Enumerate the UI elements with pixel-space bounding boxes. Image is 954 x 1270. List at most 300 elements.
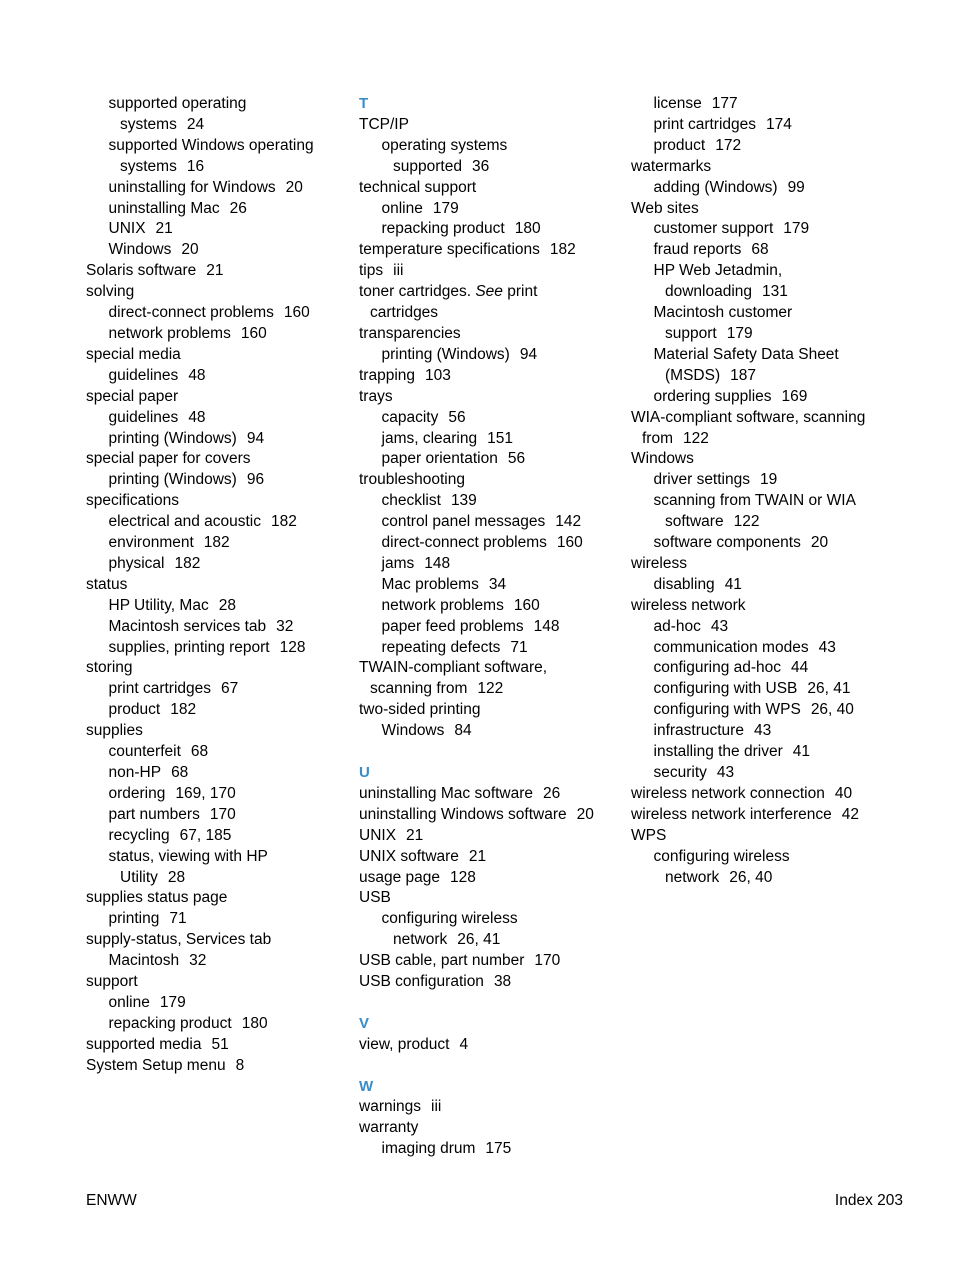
entry-term: supported media <box>86 1035 202 1053</box>
index-entry <box>86 512 346 533</box>
entry-page-number: 24 <box>186 115 205 133</box>
index-entry <box>86 178 346 199</box>
entry-term: UNIX <box>359 826 397 844</box>
index-entry <box>359 1118 621 1139</box>
index-entry <box>631 345 893 366</box>
entry-term: support <box>665 324 717 342</box>
entry-page-number: 128 <box>450 868 476 886</box>
index-entry <box>86 805 346 826</box>
index-entry <box>86 136 346 157</box>
index-column-2 <box>359 94 621 1160</box>
entry-term: communication modes <box>653 638 809 656</box>
index-entry <box>86 1014 346 1035</box>
entry-term: supplies status page <box>86 889 228 907</box>
index-entry <box>86 868 346 889</box>
entry-term: uninstalling Mac software <box>359 784 534 802</box>
entry-page-number: 139 <box>450 492 477 510</box>
index-entry <box>631 700 893 721</box>
entry-term: view, product <box>359 1035 450 1053</box>
entry-term: installing the driver <box>653 743 783 761</box>
index-entry <box>359 638 621 659</box>
entry-term: Windows <box>631 450 694 468</box>
index-entry <box>86 115 346 136</box>
entry-term: configuring wireless <box>653 847 790 865</box>
index-entry <box>359 721 621 742</box>
entry-term: wireless network interference <box>631 805 832 823</box>
entry-term: uninstalling Mac <box>108 199 220 217</box>
entry-term: infrastructure <box>653 722 744 740</box>
entry-page-number: 68 <box>190 743 209 761</box>
index-entry <box>359 868 621 889</box>
entry-term: warranty <box>359 1119 419 1137</box>
entry-term: network problems <box>381 596 504 614</box>
entry-page-number: 94 <box>246 429 265 447</box>
entry-term: repacking product <box>108 1014 232 1032</box>
entry-page-number: 41 <box>792 743 810 761</box>
entry-term: supported operating <box>108 95 247 112</box>
index-entry <box>86 784 346 805</box>
index-entry <box>86 1056 346 1077</box>
index-entry <box>359 324 621 345</box>
entry-page-number: 16 <box>186 157 205 175</box>
entry-term: warnings <box>359 1098 422 1116</box>
entry-term: UNIX software <box>359 847 459 865</box>
entry-page-number: 182 <box>170 701 197 719</box>
index-entry <box>86 282 346 303</box>
index-entry <box>86 240 346 261</box>
entry-term: Utility <box>120 868 158 886</box>
entry-page-number: 128 <box>279 638 306 656</box>
entry-term: USB <box>359 889 391 907</box>
entry-term: adding (Windows) <box>653 178 778 196</box>
index-entry <box>359 596 621 617</box>
entry-term: network <box>665 868 720 886</box>
entry-page-number: 148 <box>424 554 451 572</box>
entry-page-number: 179 <box>159 993 186 1011</box>
entry-term: product <box>653 136 706 154</box>
index-entry <box>86 429 346 450</box>
entry-page-number: 56 <box>507 450 526 468</box>
entry-term: printing (Windows) <box>108 471 237 489</box>
entry-term: technical support <box>359 178 477 196</box>
entry-term: specifications <box>86 492 180 510</box>
index-entry <box>631 449 893 470</box>
index-entry <box>359 240 621 261</box>
index-entry <box>359 930 621 951</box>
index-entry <box>359 449 621 470</box>
entry-term: special paper <box>86 387 179 405</box>
entry-page-number: 160 <box>513 596 540 614</box>
entry-page-number: 71 <box>169 910 187 928</box>
index-entry <box>86 763 346 784</box>
entry-page-number: 160 <box>556 534 583 552</box>
index-column-3 <box>631 94 893 888</box>
entry-term: transparencies <box>359 324 461 342</box>
entry-term: security <box>653 764 707 781</box>
entry-page-number: 8 <box>235 1056 245 1074</box>
entry-page-number: 48 <box>188 366 206 384</box>
entry-page-number: 174 <box>766 115 792 133</box>
entry-page-number: iii <box>431 1098 442 1116</box>
entry-term: jams, clearing <box>381 429 478 447</box>
index-entry <box>86 94 346 115</box>
entry-page-number: 26, 41 <box>457 931 501 949</box>
index-letter-heading: T <box>359 95 369 112</box>
entry-term: operating systems <box>381 136 508 154</box>
entry-term: trapping <box>359 366 416 384</box>
index-entry <box>86 700 346 721</box>
entry-term: usage page <box>359 868 441 886</box>
entry-page-number: 40 <box>834 784 853 802</box>
entry-page-number: iii <box>393 262 404 280</box>
entry-term: imaging drum <box>381 1140 476 1158</box>
entry-page-number: 26, 41 <box>807 680 851 698</box>
index-entry <box>359 575 621 596</box>
entry-page-number: 122 <box>733 513 760 531</box>
entry-page-number: 43 <box>818 638 836 656</box>
see-reference: See <box>475 283 503 301</box>
entry-page-number: 67, 185 <box>179 826 232 844</box>
index-entry <box>359 847 621 868</box>
entry-term: control panel messages <box>381 513 546 531</box>
entry-term: scanning from TWAIN or WIA <box>653 492 856 510</box>
entry-page-number: 21 <box>468 847 487 865</box>
entry-term: configuring wireless <box>381 910 518 928</box>
entry-term: TWAIN-compliant software, <box>359 659 548 677</box>
entry-page-number: 131 <box>762 283 788 301</box>
index-entry <box>359 1139 621 1160</box>
index-entry <box>359 679 621 700</box>
entry-term: Web sites <box>631 199 699 217</box>
entry-page-number: 36 <box>471 157 490 175</box>
entry-term: systems <box>120 115 177 133</box>
see-target: print <box>507 283 538 301</box>
entry-term: part numbers <box>108 805 200 823</box>
entry-term: non-HP <box>108 764 162 781</box>
entry-term: capacity <box>381 408 439 426</box>
entry-term: supplies, printing report <box>108 638 270 656</box>
index-entry <box>631 429 893 450</box>
entry-term: paper feed problems <box>381 617 524 635</box>
index-entry <box>631 638 893 659</box>
index-entry <box>359 617 621 638</box>
entry-term: Macintosh customer <box>653 304 793 322</box>
index-entry <box>359 178 621 199</box>
entry-page-number: 175 <box>485 1140 512 1158</box>
index-entry <box>86 826 346 847</box>
entry-page-number: 38 <box>493 973 512 991</box>
index-entry <box>359 658 621 679</box>
entry-page-number: 180 <box>514 220 541 238</box>
index-entry <box>86 324 346 345</box>
index-entry <box>631 721 893 742</box>
entry-page-number: 170 <box>534 952 561 970</box>
index-entry <box>631 470 893 491</box>
entry-term: downloading <box>665 283 753 301</box>
entry-term: from <box>642 429 673 447</box>
index-entry <box>359 219 621 240</box>
entry-term: WPS <box>631 826 667 844</box>
index-entry <box>86 951 346 972</box>
entry-term: troubleshooting <box>359 471 465 489</box>
index-entry <box>86 408 346 429</box>
entry-page-number: 187 <box>730 366 756 384</box>
entry-page-number: 20 <box>810 534 829 552</box>
entry-page-number: 169 <box>781 387 808 405</box>
index-entry <box>86 449 346 470</box>
index-entry <box>359 826 621 847</box>
index-entry <box>359 115 621 136</box>
index-entry <box>631 282 893 303</box>
entry-term: Mac problems <box>381 575 479 593</box>
entry-page-number: 28 <box>218 596 236 614</box>
index-entry <box>86 345 346 366</box>
index-entry <box>359 136 621 157</box>
index-entry <box>86 909 346 930</box>
index-entry <box>359 408 621 429</box>
index-entry <box>86 303 346 324</box>
index-entry <box>359 261 621 282</box>
index-entry <box>631 868 893 889</box>
entry-page-number: 28 <box>167 868 186 886</box>
entry-page-number: 160 <box>283 304 310 322</box>
index-entry <box>359 157 621 178</box>
entry-page-number: 169, 170 <box>175 784 236 802</box>
entry-term: wireless <box>631 554 687 572</box>
index-entry <box>359 387 621 408</box>
entry-term: uninstalling Windows software <box>359 805 567 823</box>
footer-right: Index 203 <box>834 1192 903 1209</box>
index-entry <box>86 491 346 512</box>
entry-page-number: 142 <box>555 513 582 531</box>
index-entry <box>631 491 893 512</box>
index-entry <box>631 219 893 240</box>
entry-term: wireless network connection <box>631 784 825 802</box>
index-entry <box>359 554 621 575</box>
index-entry <box>86 554 346 575</box>
entry-term: guidelines <box>108 366 179 384</box>
entry-page-number: 179 <box>432 199 459 217</box>
index-entry <box>631 617 893 638</box>
entry-page-number: 103 <box>425 366 451 384</box>
entry-page-number: 19 <box>759 471 778 489</box>
entry-page-number: 34 <box>488 575 507 593</box>
entry-page-number: 122 <box>683 429 709 447</box>
index-entry <box>86 930 346 951</box>
index-entry <box>631 366 893 387</box>
entry-term: environment <box>108 534 194 552</box>
entry-page-number: 160 <box>240 324 267 342</box>
entry-term: printing (Windows) <box>381 345 510 363</box>
entry-term: Macintosh services tab <box>108 617 267 635</box>
entry-page-number: 179 <box>783 220 810 238</box>
entry-page-number: 177 <box>711 95 738 112</box>
entry-term: Macintosh <box>108 952 180 970</box>
index-entry <box>359 909 621 930</box>
entry-term: jams <box>381 554 415 572</box>
entry-term: watermarks <box>631 157 712 175</box>
entry-page-number: 96 <box>246 471 265 489</box>
entry-page-number: 94 <box>519 345 538 363</box>
entry-term: status <box>86 575 128 593</box>
entry-term: direct-connect problems <box>108 304 274 322</box>
entry-term: Material Safety Data Sheet <box>653 345 839 363</box>
entry-term: cartridges <box>370 304 439 322</box>
entry-term: repeating defects <box>381 638 501 656</box>
index-entry <box>359 303 621 324</box>
entry-term: Solaris software <box>86 262 197 280</box>
index-entry <box>631 596 893 617</box>
entry-page-number: 32 <box>276 617 294 635</box>
entry-term: configuring ad-hoc <box>653 659 782 677</box>
entry-term: license <box>653 95 702 112</box>
entry-term: counterfeit <box>108 743 181 761</box>
index-entry <box>631 554 893 575</box>
entry-term: electrical and acoustic <box>108 513 261 531</box>
index-entry <box>86 219 346 240</box>
entry-term: repacking product <box>381 220 505 238</box>
entry-page-number: 170 <box>209 805 236 823</box>
section-gap <box>359 742 621 763</box>
entry-term: checklist <box>381 492 441 510</box>
entry-page-number: 26 <box>543 784 561 802</box>
entry-term: special paper for covers <box>86 450 251 468</box>
entry-term: UNIX <box>108 220 146 238</box>
entry-term: network problems <box>108 324 231 342</box>
entry-page-number: 172 <box>715 136 742 154</box>
index-letter-heading: U <box>359 763 370 781</box>
entry-term: scanning from <box>370 680 468 698</box>
index-entry <box>86 721 346 742</box>
entry-page-number: 68 <box>751 241 769 259</box>
entry-page-number: 71 <box>510 638 528 656</box>
entry-page-number: 122 <box>477 680 504 698</box>
entry-term: Windows <box>381 722 445 740</box>
index-entry <box>86 658 346 679</box>
entry-term: network <box>393 931 448 949</box>
index-entry <box>86 575 346 596</box>
entry-term: print cartridges <box>108 680 212 698</box>
index-entry <box>631 847 893 868</box>
index-entry <box>359 805 621 826</box>
entry-term: status, viewing with HP <box>108 847 268 865</box>
section-gap <box>359 1056 621 1077</box>
index-entry <box>631 679 893 700</box>
index-entry <box>359 972 621 993</box>
index-entry <box>359 1097 621 1118</box>
entry-term: printing <box>108 910 160 928</box>
entry-term: direct-connect problems <box>381 534 547 552</box>
index-entry <box>631 178 893 199</box>
index-entry <box>359 888 621 909</box>
entry-page-number: 179 <box>726 324 753 342</box>
entry-page-number: 26, 40 <box>729 868 773 886</box>
entry-term: recycling <box>108 826 170 844</box>
entry-page-number: 148 <box>533 617 560 635</box>
entry-term: special media <box>86 345 181 363</box>
index-entry <box>86 888 346 909</box>
index-entry <box>631 512 893 533</box>
index-entry <box>359 1035 621 1056</box>
index-column-1 <box>86 94 346 1077</box>
entry-term: disabling <box>653 575 715 593</box>
entry-term: toner cartridges. <box>359 283 471 301</box>
index-entry <box>86 679 346 700</box>
entry-term: configuring with USB <box>653 680 798 698</box>
entry-term: solving <box>86 283 135 301</box>
entry-page-number: 4 <box>459 1035 469 1053</box>
footer-left: ENWW <box>86 1192 137 1209</box>
entry-page-number: 182 <box>549 241 576 259</box>
entry-page-number: 68 <box>171 764 189 781</box>
index-entry <box>86 742 346 763</box>
entry-term: TCP/IP <box>359 115 409 133</box>
index-entry <box>86 533 346 554</box>
index-entry <box>86 470 346 491</box>
entry-page-number: 182 <box>174 554 201 572</box>
index-entry <box>631 94 893 115</box>
entry-term: tips <box>359 262 384 280</box>
index-letter-heading: W <box>359 1077 374 1095</box>
index-entry <box>86 1035 346 1056</box>
entry-page-number: 32 <box>189 952 207 970</box>
entry-page-number: 84 <box>454 722 472 740</box>
entry-term: fraud reports <box>653 241 742 259</box>
entry-page-number: 21 <box>206 262 224 280</box>
index-entry <box>631 763 893 784</box>
index-entry <box>359 429 621 450</box>
entry-term: two-sided printing <box>359 701 481 719</box>
entry-term: print cartridges <box>653 115 757 133</box>
entry-term: supply-status, Services tab <box>86 931 272 949</box>
index-entry <box>86 366 346 387</box>
entry-term: online <box>108 993 150 1011</box>
index-entry <box>631 784 893 805</box>
index-entry <box>631 157 893 178</box>
entry-term: (MSDS) <box>665 366 721 384</box>
index-entry <box>631 742 893 763</box>
entry-term: HP Web Jetadmin, <box>653 262 783 280</box>
entry-page-number: 43 <box>710 617 729 635</box>
index-entry <box>359 533 621 554</box>
index-entry <box>359 345 621 366</box>
section-gap <box>359 993 621 1014</box>
entry-term: printing (Windows) <box>108 429 237 447</box>
index-entry <box>631 136 893 157</box>
entry-term: driver settings <box>653 471 750 489</box>
index-entry <box>86 638 346 659</box>
entry-term: support <box>86 973 138 991</box>
index-entry <box>631 261 893 282</box>
entry-term: ordering <box>108 784 166 802</box>
entry-term: software components <box>653 534 801 552</box>
index-entry <box>631 533 893 554</box>
index-entry <box>359 951 621 972</box>
entry-page-number: 21 <box>406 826 424 844</box>
index-entry <box>86 596 346 617</box>
entry-term: WIA-compliant software, scanning <box>631 408 866 426</box>
entry-term: product <box>108 701 161 719</box>
entry-term: online <box>381 199 423 217</box>
entry-term: USB cable, part number <box>359 952 525 970</box>
entry-page-number: 41 <box>724 575 742 593</box>
entry-page-number: 26, 40 <box>810 701 854 719</box>
entry-page-number: 182 <box>203 534 230 552</box>
entry-term: ordering supplies <box>653 387 772 405</box>
index-entry <box>86 157 346 178</box>
index-letter-heading: V <box>359 1014 370 1032</box>
entry-term: customer support <box>653 220 774 238</box>
